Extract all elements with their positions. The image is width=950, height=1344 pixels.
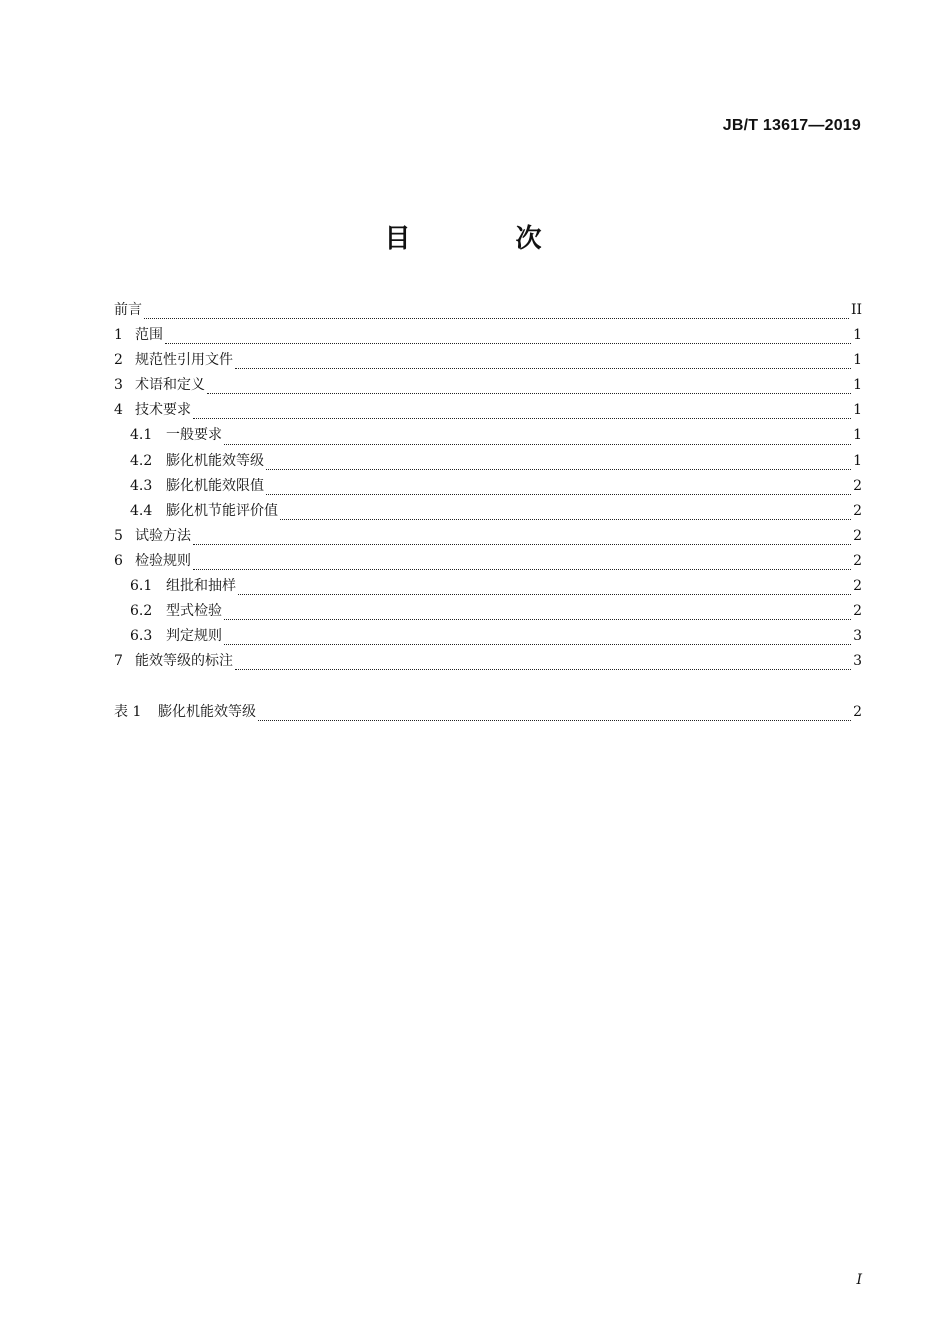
dot-leader xyxy=(266,469,851,470)
toc-entry[interactable] xyxy=(114,599,862,624)
toc-entry-label: 前言 xyxy=(114,302,142,318)
toc-entry-number: 1 xyxy=(114,327,123,344)
toc-entry-label: 膨化机能效限值 xyxy=(166,477,264,494)
toc-entry[interactable] xyxy=(114,398,862,423)
toc-entry-label: 型式检验 xyxy=(166,603,222,620)
toc-entry-label: 能效等级的标注 xyxy=(135,653,233,670)
toc-entry[interactable] xyxy=(114,549,862,574)
page-number: I xyxy=(856,1272,862,1288)
dot-leader xyxy=(224,444,851,445)
toc-entry[interactable] xyxy=(114,624,862,649)
toc-entry-label: 组批和抽样 xyxy=(166,578,236,595)
dot-leader xyxy=(193,544,851,545)
toc-entry-label: 膨化机能效等级 xyxy=(158,704,256,720)
toc-entry-page: 2 xyxy=(853,477,862,494)
toc-entry-page: 2 xyxy=(853,603,862,620)
toc-entry-page: 1 xyxy=(853,427,862,444)
table-of-contents xyxy=(114,298,862,674)
toc-entry[interactable] xyxy=(114,649,862,674)
toc-entry-page: 1 xyxy=(853,352,862,369)
toc-entry[interactable] xyxy=(114,524,862,549)
dot-leader xyxy=(235,669,851,670)
standard-code: JB/T 13617—2019 xyxy=(722,117,861,134)
toc-entry-number: 4.4 xyxy=(130,502,153,519)
toc-entry-page: 1 xyxy=(853,377,862,394)
dot-leader xyxy=(280,519,851,520)
toc-entry-label: 检验规则 xyxy=(135,552,191,569)
dot-leader xyxy=(193,418,851,419)
toc-entry[interactable] xyxy=(114,474,862,499)
toc-entry[interactable] xyxy=(114,499,862,524)
toc-entry[interactable] xyxy=(114,449,862,474)
toc-entry-page: 2 xyxy=(853,578,862,595)
toc-entry[interactable] xyxy=(114,298,862,323)
toc-entry-page: 2 xyxy=(853,527,862,544)
toc-entry-label: 范围 xyxy=(135,327,163,344)
dot-leader xyxy=(266,494,851,495)
dot-leader xyxy=(144,318,849,319)
toc-entry-label: 膨化机能效等级 xyxy=(166,452,264,469)
dot-leader xyxy=(238,594,851,595)
toc-entry[interactable] xyxy=(114,323,862,348)
toc-entry-page: 1 xyxy=(853,452,862,469)
dot-leader xyxy=(193,569,851,570)
toc-entry-page: 2 xyxy=(853,704,862,720)
toc-entry-number: 4 xyxy=(114,402,123,419)
toc-entry-page: 2 xyxy=(853,552,862,569)
dot-leader xyxy=(258,720,851,721)
toc-entry-number: 4.1 xyxy=(130,427,153,444)
toc-entry-page: 3 xyxy=(853,628,862,645)
toc-entry-number: 4.3 xyxy=(130,477,153,494)
dot-leader xyxy=(224,619,851,620)
toc-entry-number: 5 xyxy=(114,527,123,544)
dot-leader xyxy=(235,368,851,369)
toc-entry[interactable] xyxy=(114,423,862,448)
toc-entry-page: 1 xyxy=(853,327,862,344)
toc-entry-label: 膨化机节能评价值 xyxy=(166,502,278,519)
page-title: 目 次 xyxy=(384,224,590,254)
toc-entry-label: 技术要求 xyxy=(135,402,191,419)
toc-entry[interactable] xyxy=(114,574,862,599)
toc-entry-number: 表 1 xyxy=(114,704,142,720)
toc-entry-number: 6 xyxy=(114,552,123,569)
toc-entry[interactable] xyxy=(114,348,862,373)
toc-entry-number: 7 xyxy=(114,653,123,670)
toc-entry[interactable] xyxy=(114,700,862,725)
toc-entry-label: 术语和定义 xyxy=(135,377,205,394)
dot-leader xyxy=(224,644,851,645)
toc-entry-page: 3 xyxy=(853,653,862,670)
toc-entry[interactable] xyxy=(114,373,862,398)
toc-entry-label: 判定规则 xyxy=(166,628,222,645)
toc-entry-number: 3 xyxy=(114,377,123,394)
toc-entry-page: 1 xyxy=(853,402,862,419)
toc-entry-number: 6.3 xyxy=(130,628,153,645)
toc-entry-label: 试验方法 xyxy=(135,527,191,544)
toc-entry-page: 2 xyxy=(853,502,862,519)
dot-leader xyxy=(207,393,851,394)
toc-entry-label: 规范性引用文件 xyxy=(135,352,233,369)
toc-entry-number: 2 xyxy=(114,352,123,369)
toc-entry-page: II xyxy=(850,302,862,318)
toc-entry-number: 6.1 xyxy=(130,578,153,595)
dot-leader xyxy=(165,343,851,344)
toc-entry-label: 一般要求 xyxy=(166,427,222,444)
list-of-tables xyxy=(114,700,862,725)
toc-entry-number: 6.2 xyxy=(130,603,153,620)
toc-entry-number: 4.2 xyxy=(130,452,153,469)
